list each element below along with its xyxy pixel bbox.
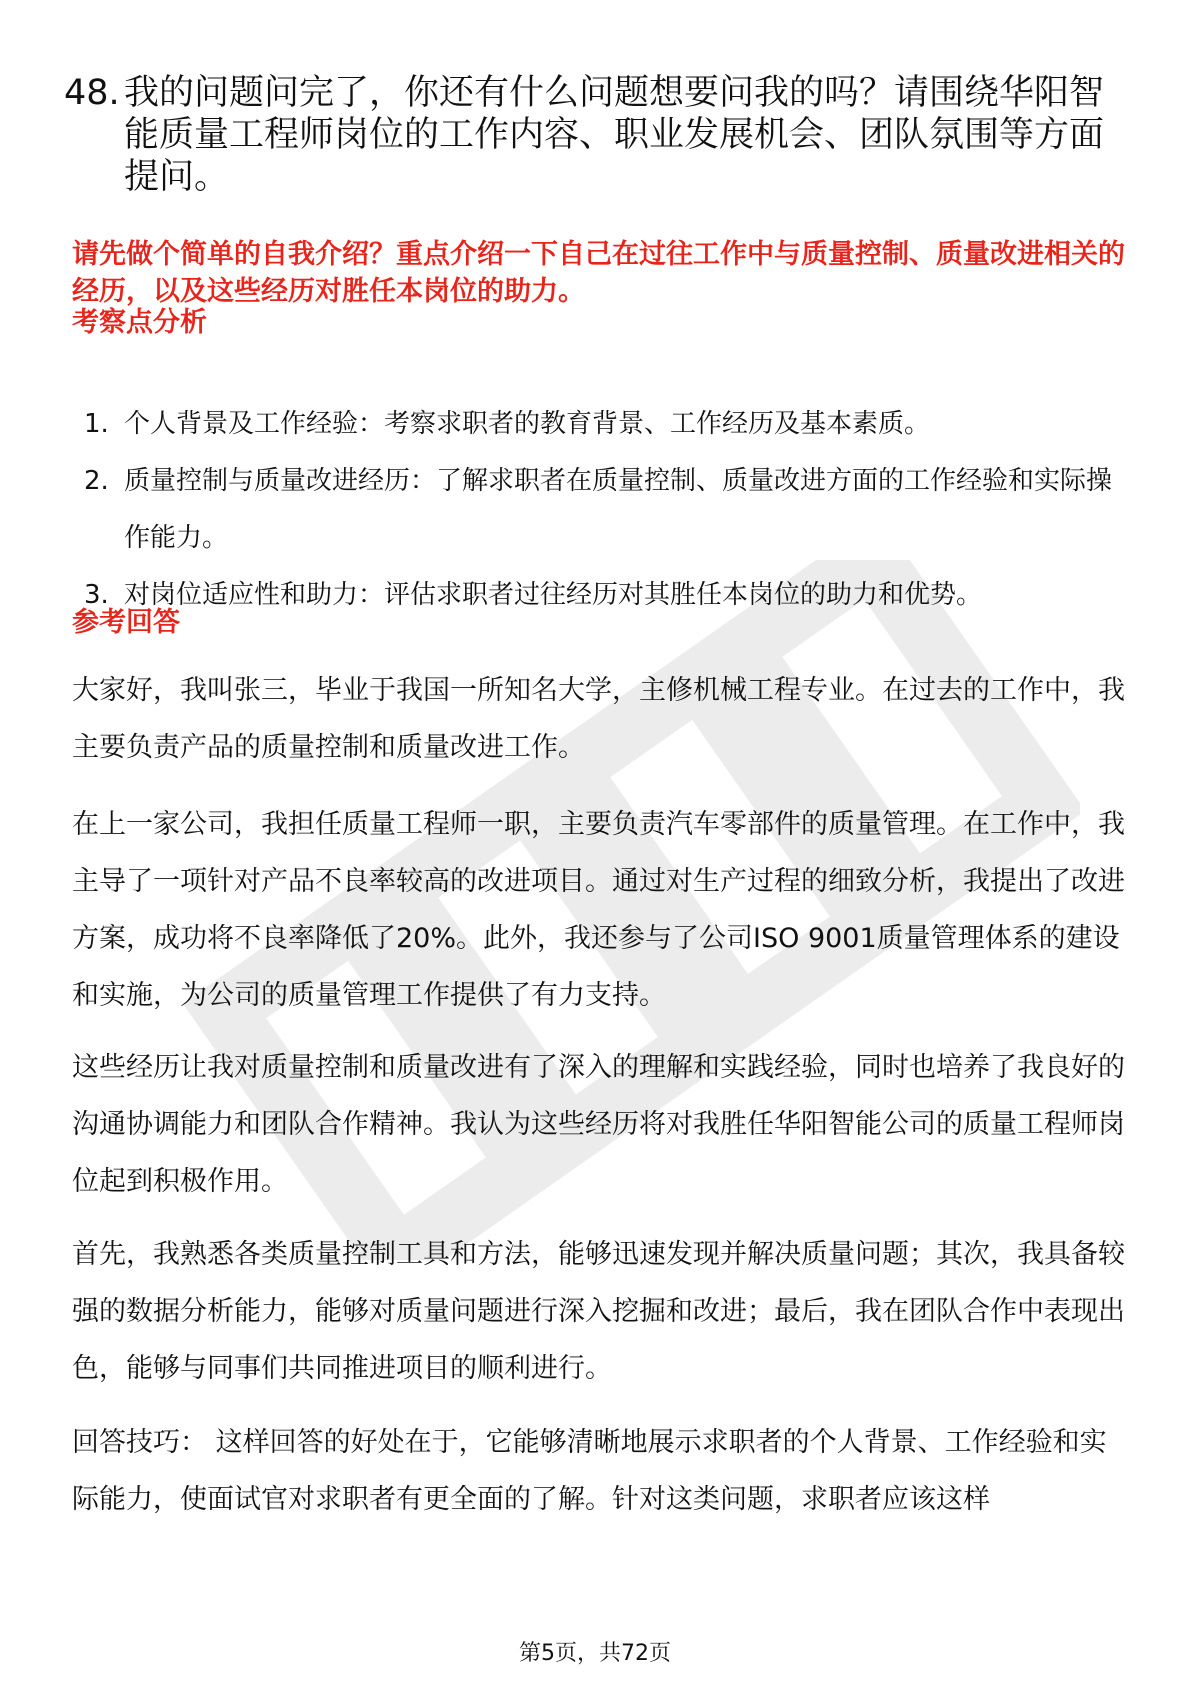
analysis-list (84, 396, 1124, 624)
answer-tip-paragraph: 回答技巧： 这样回答的好处在于，它能够清晰地展示求职者的个人背景、工作经验和实际能力，使面试官对求职者有更全面的了解。针对这类问题，求职者应该这样 (72, 1427, 1107, 1515)
answer-paragraph: 在上一家公司，我担任质量工程师一职，主要负责汽车零部件的质量管理。在工作中，我主导了一项针对产品不良率较高的改进项目。通过对生产过程的细致分析，我提出了改进方案，成功将不良率降低了20%。此外，我还参与了公司ISO 9001质量管理体系的建设和实施，为公司的质量管理工作提供了有力支持。 (72, 809, 1125, 1011)
question-text: 我的问题问完了，你还有什么问题想要问我的吗？请围绕华阳智能质量工程师岗位的工作内容、职业发展机会、团队氛围等方面提问。 (124, 73, 1105, 197)
answer-paragraph: 这些经历让我对质量控制和质量改进有了深入的理解和实践经验，同时也培养了我良好的沟通协调能力和团队合作精神。我认为这些经历将对我胜任华阳智能公司的质量工程师岗位起到积极作用。 (72, 1052, 1125, 1197)
list-item-text: 对岗位适应性和助力：评估求职者过往经历对其胜任本岗位的助力和优势。 (124, 580, 983, 610)
list-item-text: 个人背景及工作经验：考察求职者的教育背景、工作经历及基本素质。 (124, 409, 931, 439)
list-item (84, 396, 1124, 453)
answer-paragraph: 首先，我熟悉各类质量控制工具和方法，能够迅速发现并解决质量问题；其次，我具备较强的数据分析能力，能够对质量问题进行深入挖掘和改进；最后，我在团队合作中表现出色，能够与同事们共同推进项目的顺利进行。 (72, 1239, 1125, 1384)
question-number: 48. (64, 73, 120, 113)
answer-title: 参考回答 (72, 607, 180, 638)
list-item (84, 567, 1124, 624)
list-item (84, 453, 1124, 567)
answer-paragraph: 大家好，我叫张三，毕业于我国一所知名大学，主修机械工程专业。在过去的工作中，我主要负责产品的质量控制和质量改进工作。 (72, 675, 1125, 763)
list-item-number: 2. (84, 466, 109, 496)
list-item-number: 1. (84, 409, 109, 439)
analysis-title: 考察点分析 (72, 307, 207, 338)
list-item-text: 质量控制与质量改进经历：了解求职者在质量控制、质量改进方面的工作经验和实际操作能力。 (124, 466, 1113, 553)
page-number: 第5页，共72页 (519, 1641, 671, 1666)
list-item-number: 3. (84, 580, 109, 610)
question-heading (64, 72, 1124, 198)
interview-prompt: 请先做个简单的自我介绍？重点介绍一下自己在过往工作中与质量控制、质量改进相关的经历，以及这些经历对胜任本岗位的助力。 (72, 239, 1125, 307)
